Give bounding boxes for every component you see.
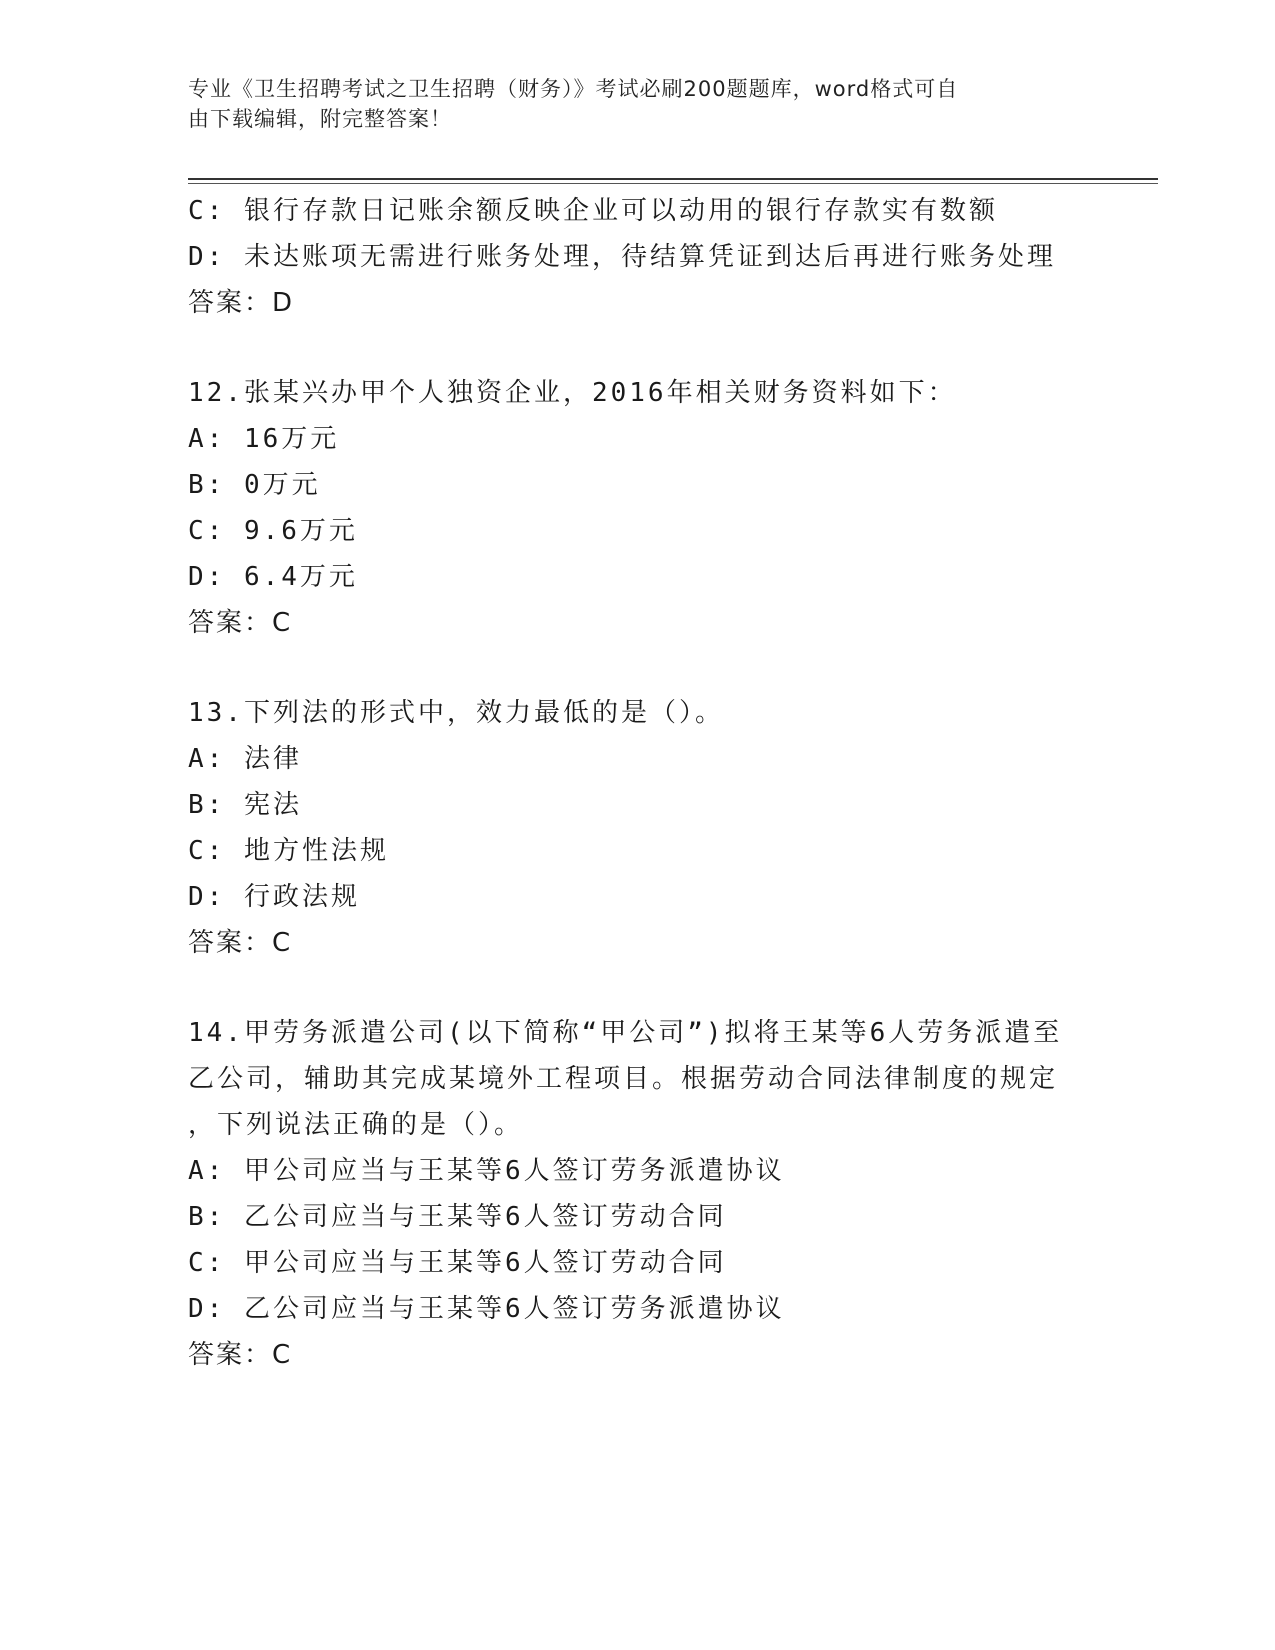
option-c: C: 银行存款日记账余额反映企业可以动用的银行存款实有数额 <box>188 196 998 226</box>
question-13 <box>188 690 1148 966</box>
option-d: D: 6.4万元 <box>188 562 358 592</box>
option-a: A: 甲公司应当与王某等6人签订劳务派遣协议 <box>188 1156 785 1186</box>
question-stem-line-1: 14.甲劳务派遣公司(以下简称“甲公司”)拟将王某等6人劳务派遣至 <box>188 1018 1063 1048</box>
option-d: D: 行政法规 <box>188 882 360 912</box>
option-d: D: 乙公司应当与王某等6人签订劳务派遣协议 <box>188 1294 785 1324</box>
option-b: B: 0万元 <box>188 470 321 500</box>
header-line-2: 由下载编辑，附完整答案！ <box>188 107 452 131</box>
question-carryover <box>188 188 1148 326</box>
question-list <box>188 188 1148 1378</box>
option-a: A: 16万元 <box>188 424 340 454</box>
header-divider-thin <box>188 183 1158 184</box>
question-stem: 12.张某兴办甲个人独资企业，2016年相关财务资料如下： <box>188 378 957 408</box>
option-b: B: 乙公司应当与王某等6人签订劳动合同 <box>188 1202 727 1232</box>
option-c: C: 9.6万元 <box>188 516 358 546</box>
question-stem-line-2: 乙公司，辅助其完成某境外工程项目。根据劳动合同法律制度的规定 <box>188 1064 1059 1094</box>
question-stem-line-3: ，下列说法正确的是（）。 <box>188 1110 524 1140</box>
answer-label: 答案：C <box>188 1340 293 1370</box>
document-header <box>188 74 1088 134</box>
option-a: A: 法律 <box>188 744 302 774</box>
option-d: D: 未达账项无需进行账务处理，待结算凭证到达后再进行账务处理 <box>188 242 1056 272</box>
question-stem: 13.下列法的形式中，效力最低的是（）。 <box>188 698 724 728</box>
header-divider-thick <box>188 178 1158 180</box>
answer-label: 答案：D <box>188 288 295 318</box>
option-b: B: 宪法 <box>188 790 302 820</box>
option-c: C: 地方性法规 <box>188 836 389 866</box>
question-12 <box>188 370 1148 646</box>
question-14 <box>188 1010 1148 1378</box>
answer-label: 答案：C <box>188 928 293 958</box>
answer-label: 答案：C <box>188 608 293 638</box>
header-line-1: 专业《卫生招聘考试之卫生招聘（财务）》考试必刷200题题库，word格式可自 <box>188 77 959 101</box>
option-c: C: 甲公司应当与王某等6人签订劳动合同 <box>188 1248 727 1278</box>
